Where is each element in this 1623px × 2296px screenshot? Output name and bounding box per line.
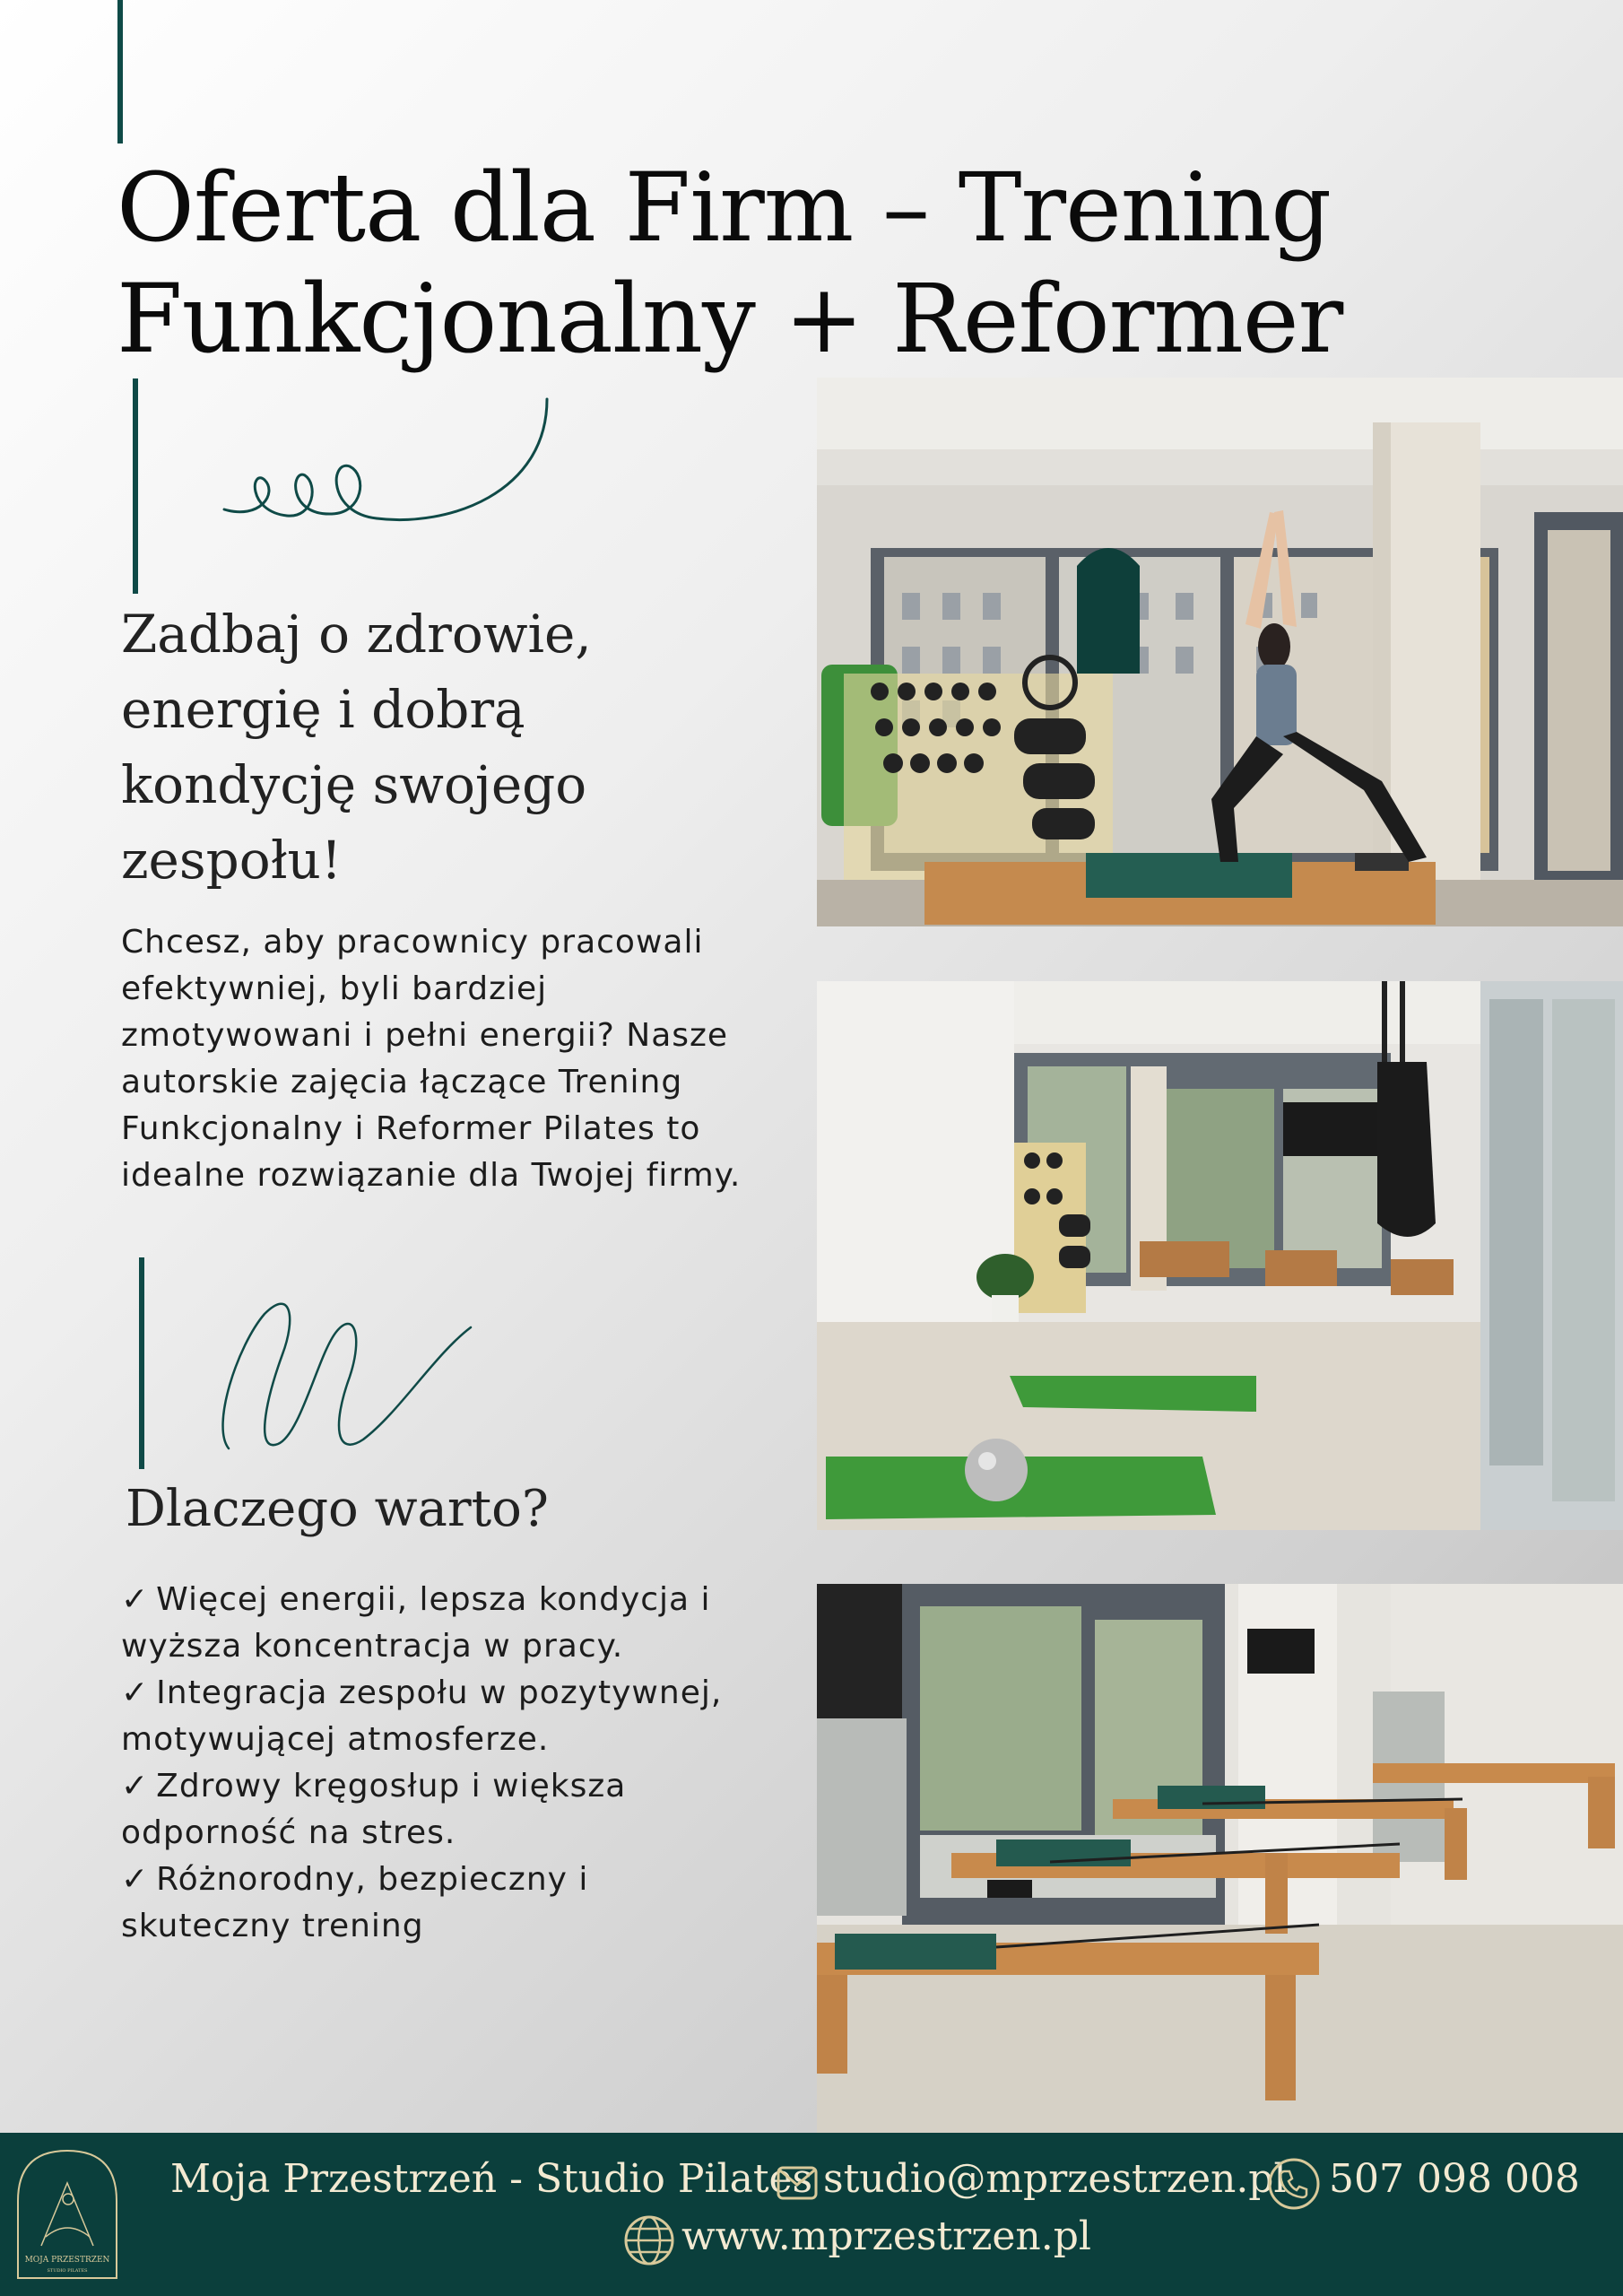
benefit-item xyxy=(121,1857,767,1950)
phone-icon xyxy=(1266,2156,1322,2212)
logo-text: MOJA PRZESTRZEN xyxy=(24,2256,110,2265)
website-link[interactable]: www.mprzestrzen.pl xyxy=(681,2213,1091,2259)
studio-name: Moja Przestrzeń - Studio Pilates xyxy=(170,2156,813,2202)
email-link[interactable]: studio@mprzestrzen.pl xyxy=(823,2156,1287,2202)
checkmark-icon: ✓ xyxy=(121,1674,150,1711)
wave-squiggle-decoration xyxy=(206,1292,484,1462)
accent-bar-top xyxy=(117,0,123,144)
page-title-line2: Funkcjonalny + Reformer xyxy=(117,264,1343,374)
studio-reformers-row-photo xyxy=(817,1584,1623,2133)
benefit-item xyxy=(121,1577,767,1670)
accent-bar-lower xyxy=(139,1257,144,1469)
checkmark-icon: ✓ xyxy=(121,1768,150,1805)
studio-logo xyxy=(14,2147,120,2282)
benefits-list xyxy=(121,1577,767,1950)
contact-footer xyxy=(0,2133,1623,2296)
logo-subtext: STUDIO PILATES xyxy=(47,2268,88,2274)
phone-number[interactable]: 507 098 008 xyxy=(1329,2156,1580,2202)
benefit-item xyxy=(121,1763,767,1857)
globe-icon xyxy=(622,2213,676,2267)
intro-paragraph: Chcesz, aby pracownicy pracowali efektywniej, byli bardziej zmotywowani i pełni energii? Nasze autorskie zajęcia łączące Trening Funkcjonalny i Reformer Pilates to idealne rozwiązanie dla Twojej firmy. xyxy=(121,924,742,1194)
checkmark-icon: ✓ xyxy=(121,1581,150,1618)
benefit-text: Zdrowy kręgosłup i większa odporność na stres. xyxy=(121,1768,627,1851)
benefit-text: Integracja zespołu w pozytywnej, motywującej atmosferze. xyxy=(121,1674,723,1758)
page-title-line1: Oferta dla Firm – Trening xyxy=(117,152,1332,263)
studio-mats-hanging-bag-photo xyxy=(817,981,1623,1530)
benefit-text: Więcej energii, lepsza kondycja i wyższa koncentracja w pracy. xyxy=(121,1581,711,1665)
tagline-heading: Zadbaj o zdrowie, energię i dobrą kondycję swojego zespołu! xyxy=(121,604,592,891)
checkmark-icon: ✓ xyxy=(121,1861,150,1898)
why-heading: Dlaczego warto? xyxy=(126,1480,549,1538)
benefit-item xyxy=(121,1670,767,1763)
accent-bar-middle xyxy=(133,378,138,594)
loop-squiggle-decoration xyxy=(215,395,556,556)
page-title xyxy=(117,152,1343,375)
mail-icon xyxy=(776,2165,819,2201)
benefit-text: Różnorodny, bezpieczny i skuteczny trening xyxy=(121,1861,589,1944)
studio-reformer-lunge-photo xyxy=(817,378,1623,926)
